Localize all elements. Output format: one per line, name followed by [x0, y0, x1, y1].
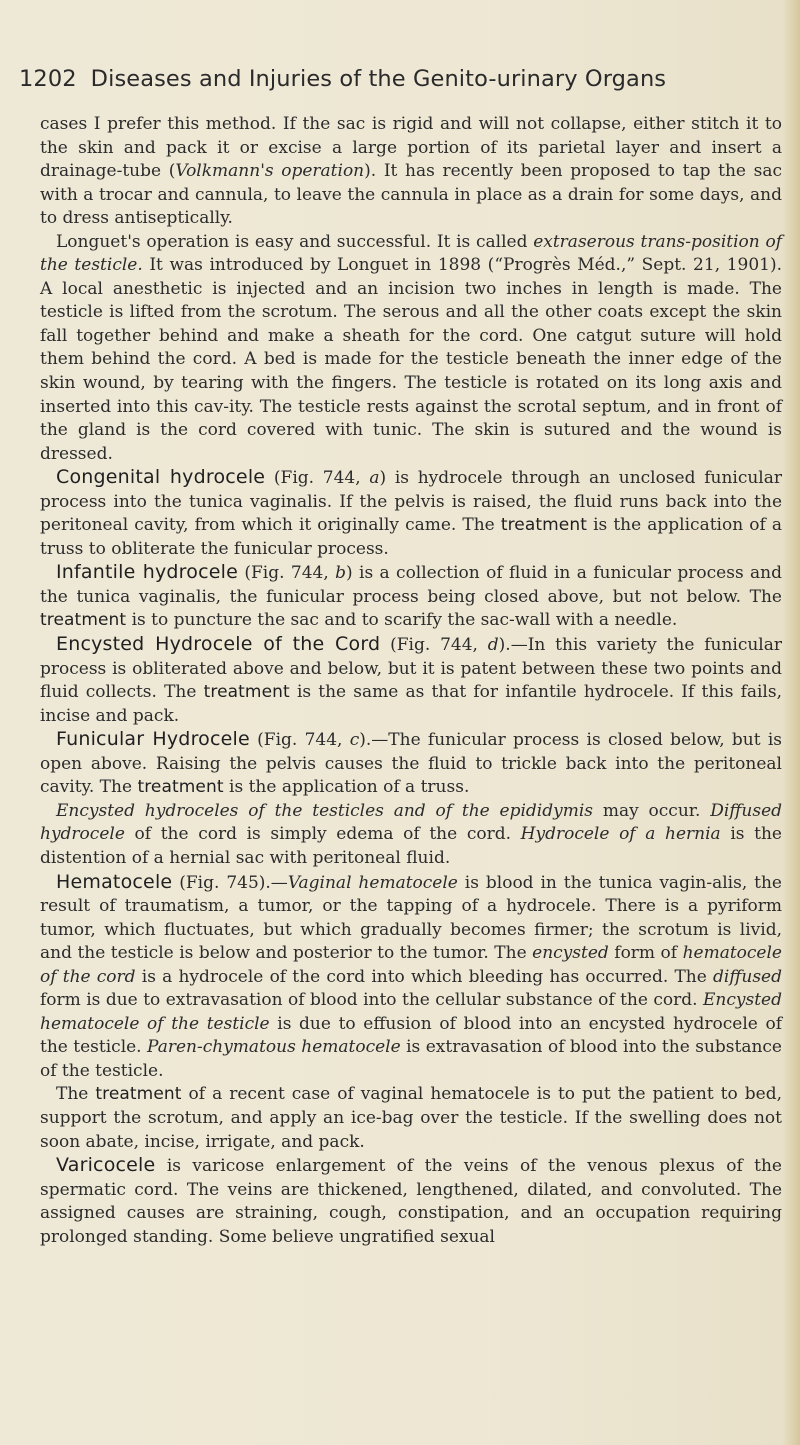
heading-infantile-hydrocele: Infantile hydrocele — [56, 561, 238, 584]
heading-funicular-hydrocele: Funicular Hydrocele — [56, 728, 250, 751]
page-number: 1202 — [19, 66, 77, 92]
page-edge-shadow — [782, 0, 800, 1445]
body-text — [40, 113, 782, 1249]
heading-varicocele: Varicocele — [56, 1154, 156, 1177]
paragraph-encysted-hydroceles: Encysted hydroceles of the testicles and of the epididymis may occur. Diffused hydrocele of the cord is simply edema of the cord. Hydrocele of a hernia is the distention of a hernial sac with peritoneal fluid. — [40, 800, 783, 868]
heading-hematocele: Hematocele — [56, 870, 173, 893]
running-header — [19, 66, 666, 92]
paragraph-encysted-hydrocele-cord: Encysted Hydrocele of the Cord (Fig. 744, d).—In this variety the funicular process is obliterated above and below, but it is patent between these two points and fluid collects. The treatment is the same as that for infantile hydrocele. If this fails, incise and pack. — [40, 633, 783, 726]
running-title: Diseases and Injuries of the Genito-urinary Organs — [90, 66, 667, 92]
heading-encysted-hydrocele-cord: Encysted Hydrocele of the Cord — [56, 633, 381, 656]
paragraph-sac-treatment: cases I prefer this method. If the sac is rigid and will not collapse, either stitch it to the skin and pack it or excise a large portion of its parietal layer and insert a drainage-tube (Volkmann's operation). It has recently been proposed to tap the sac with a trocar and cannula, to leave the cannula in place as a drain for some days, and to dress antiseptically. — [40, 114, 782, 229]
heading-congenital-hydrocele: Congenital hydrocele — [56, 466, 266, 489]
paragraph-longuet-operation: Longuet's operation is easy and successful. It is called extraserous trans-position of the testicle. It was introduced by Longuet in 1898 (“Progrès Méd.,” Sept. 21, 1901). A local anesthetic is injected and an incision two inches in length is made. The testicle is lifted from the scrotum. The serous and all the other coats except the skin fall together behind and make a sheath for the cord. One catgut suture will hold them behind the cord. A bed is made for the testicle beneath the inner edge of the skin wound, by tearing with the fingers. The testicle is rotated on its long axis and inserted into this cav-ity. The testicle rests against the scrotal septum, and in front of the gland is the cord covered with tunic. The skin is sutured and the wound is dressed. — [40, 231, 782, 464]
paragraph-hematocele: Hematocele (Fig. 745).—Vaginal hematocele is blood in the tunica vagin-alis, the result of traumatism, a tumor, or the tapping of a hydrocele. There is a pyriform tumor, which fluctuates, but which gradually becomes firmer; the scrotum is livid, and the testicle is below and posterior to the tumor. The encysted form of hematocele of the cord is a hydrocele of the cord into which bleeding has occurred. The diffused form is due to extravasation of blood into the cellular substance of the cord. Encysted hematocele of the testicle is due to effusion of blood into an encysted hydrocele of the testicle. Paren-chymatous hematocele is extravasation of blood into the substance of the testicle. — [40, 870, 782, 1081]
paragraph-varicocele: Varicocele is varicose enlargement of the veins of the venous plexus of the spermatic cord. The veins are thickened, lengthened, dilated, and convoluted. The assigned causes are straining, cough, constipation, and an occupation requiring prolonged standing. Some believe ungratified sexual — [40, 1154, 782, 1247]
paragraph-congenital-hydrocele: Congenital hydrocele (Fig. 744, a) is hydrocele through an unclosed funicular process into the tunica vaginalis. If the pelvis is raised, the fluid runs back into the peritoneal cavity, from which it originally came. The treatment is the application of a truss to obliterate the funicular process. — [40, 466, 783, 559]
paragraph-hematocele-treatment: The treatment of a recent case of vaginal hematocele is to put the patient to bed, support the scrotum, and apply an ice-bag over the testicle. If the swelling does not soon abate, incise, irrigate, and pack. — [40, 1084, 782, 1152]
paragraph-infantile-hydrocele: Infantile hydrocele (Fig. 744, b) is a collection of fluid in a funicular process and the tunica vaginalis, the funicular process being closed above, but not below. The treatment is to puncture the sac and to scarify the sac-wall with a needle. — [40, 561, 783, 631]
paragraph-funicular-hydrocele: Funicular Hydrocele (Fig. 744, c).—The funicular process is closed below, but is open above. Raising the pelvis causes the fluid to trickle back into the peritoneal cavity. The treatment is the application of a truss. — [40, 728, 783, 798]
